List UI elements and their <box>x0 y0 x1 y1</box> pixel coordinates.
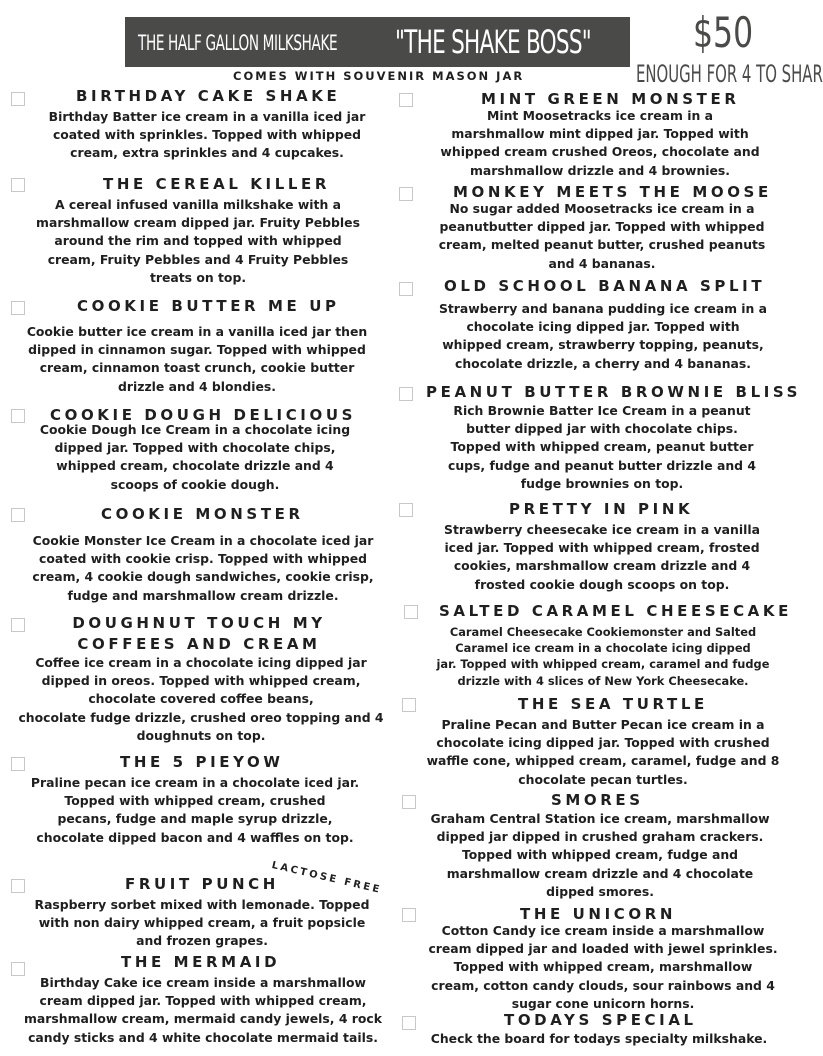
item-desc-mint-green-monster: Mint Moosetracks ice cream in a marshmallow mint dipped jar. Topped with whipped cream crushed Oreos, chocolate and marshmallow drizzle and 4 brownies. <box>440 108 760 178</box>
item-desc-sea-turtle: Praline Pecan and Butter Pecan ice cream in a chocolate icing dipped jar. Topped with crushed waffle cone, whipped cream, caramel, fudge and 8 chocolate pecan turtles. <box>426 717 780 787</box>
item-desc-cookie-butter: Cookie butter ice cream in a vanilla iced jar then dipped in cinnamon sugar. Topped with whipped cream, cinnamon toast crunch, cookie butter drizzle and 4 blondies. <box>26 324 368 394</box>
item-desc-pretty-in-pink: Strawberry cheesecake ice cream in a vanilla iced jar. Topped with whipped cream, frosted cookies, marshmallow cream drizzle and 4 frosted cookie dough scoops on top. <box>444 522 760 592</box>
checkbox-mint-green-monster[interactable] <box>399 93 413 107</box>
item-title-5-pieyow: THE 5 PIEYOW <box>120 753 284 771</box>
item-desc-monkey-moose: No sugar added Moosetracks ice cream in a peanutbutter dipped jar. Topped with whipped cream, melted peanut butter, crushed peanuts and 4 bananas. <box>438 201 766 271</box>
item-desc-5-pieyow: Praline pecan ice cream in a chocolate iced jar. Topped with whipped cream, crushed pecans, fudge and maple syrup drizzle, chocolate dipped bacon and 4 waffles on top. <box>30 775 360 845</box>
item-title-todays-special: TODAYS SPECIAL <box>504 1011 697 1029</box>
checkbox-salted-caramel[interactable] <box>404 605 418 619</box>
item-desc-cookie-monster: Cookie Monster Ice Cream in a chocolate iced jar coated with cookie crisp. Topped with whipped cream, 4 cookie dough sandwiches, cookie crisp, fudge and marshmallow cream drizzle. <box>32 533 374 603</box>
item-title-monkey-moose: MONKEY MEETS THE MOOSE <box>453 183 772 201</box>
item-desc-banana-split: Strawberry and banana pudding ice cream in a chocolate icing dipped jar. Topped with whipped cream, strawberry topping, peanuts, chocolate drizzle, a cherry and 4 bananas. <box>438 301 768 371</box>
checkbox-brownie-bliss[interactable] <box>399 387 413 401</box>
checkbox-doughnut-touch[interactable] <box>11 618 25 632</box>
item-title-smores: SMORES <box>551 791 644 809</box>
checkbox-todays-special[interactable] <box>402 1016 416 1030</box>
checkbox-birthday-cake[interactable] <box>11 92 25 106</box>
checkbox-monkey-moose[interactable] <box>399 187 413 201</box>
item-desc-unicorn: Cotton Candy ice cream inside a marshmallow cream dipped jar and loaded with jewel sprinkles. Topped with whipped cream, marshmallow cream, cotton candy clouds, sour rainbows and 4 sugar cone unicorn horns. <box>428 923 778 1011</box>
item-title-mint-green-monster: MINT GREEN MONSTER <box>481 90 740 108</box>
item-desc-smores: Graham Central Station ice cream, marshmallow dipped jar dipped in crushed graham crackers. Topped with whipped cream, fudge and marshmallow cream drizzle and 4 chocolate dipped smores. <box>430 811 770 899</box>
item-title-doughnut-touch: DOUGHNUT TOUCH MY COFFEES AND CREAM <box>72 614 326 653</box>
souvenir-note: COMES WITH SOUVENIR MASON JAR <box>233 69 525 83</box>
item-desc-brownie-bliss: Rich Brownie Batter Ice Cream in a peanut butter dipped jar with chocolate chips. Topped with whipped cream, peanut butter cups, fudge and peanut butter drizzle and 4 fudge brownies on top. <box>448 403 756 491</box>
item-title-banana-split: OLD SCHOOL BANANA SPLIT <box>444 277 766 295</box>
item-desc-cookie-dough: Cookie Dough Ice Cream in a chocolate icing dipped jar. Topped with chocolate chips, whipped cream, chocolate drizzle and 4 scoops of cookie dough. <box>39 422 351 492</box>
header-banner <box>125 17 630 67</box>
item-title-mermaid: THE MERMAID <box>121 953 281 971</box>
item-desc-fruit-punch: Raspberry sorbet mixed with lemonade. Topped with non dairy whipped cream, a fruit popsicle and frozen grapes. <box>34 897 370 949</box>
item-desc-salted-caramel: Caramel Cheesecake Cookiemonster and Salted Caramel ice cream in a chocolate icing dipped jar. Topped with whipped cream, caramel and fudge drizzle with 4 slices of New York Cheesecake. <box>436 625 770 688</box>
item-title-brownie-bliss: PEANUT BUTTER BROWNIE BLISS <box>426 383 802 401</box>
banner-left-title: THE HALF GALLON MILKSHAKE <box>138 31 338 55</box>
checkbox-cookie-butter[interactable] <box>11 301 25 315</box>
checkbox-cookie-monster[interactable] <box>11 508 25 522</box>
checkbox-cereal-killer[interactable] <box>11 178 25 192</box>
item-title-pretty-in-pink: PRETTY IN PINK <box>509 500 694 518</box>
item-title-cereal-killer: THE CEREAL KILLER <box>103 175 331 193</box>
checkbox-sea-turtle[interactable] <box>402 698 416 712</box>
checkbox-pretty-in-pink[interactable] <box>399 503 413 517</box>
checkbox-smores[interactable] <box>402 795 416 809</box>
lactose-free-tag: LACTOSE FREE <box>270 860 383 897</box>
banner-right-title: "THE SHAKE BOSS" <box>395 23 591 61</box>
item-desc-birthday-cake: Birthday Batter ice cream in a vanilla iced jar coated with sprinkles. Topped with whipped cream, extra sprinkles and 4 cupcakes. <box>48 109 366 161</box>
item-desc-mermaid: Birthday Cake ice cream inside a marshmallow cream dipped jar. Topped with whipped cream, marshmallow cream, mermaid candy jewels, 4 rock candy sticks and 4 white chocolate mermaid tails. <box>24 975 382 1045</box>
item-desc-doughnut-touch: Coffee ice cream in a chocolate icing dipped jar dipped in oreos. Topped with whipped cream, chocolate covered coffee beans, chocolate fudge drizzle, crushed oreo topping and 4 doughnuts on top. <box>18 655 384 743</box>
item-title-unicorn: THE UNICORN <box>520 905 677 923</box>
item-title-salted-caramel: SALTED CARAMEL CHEESECAKE <box>439 602 792 620</box>
item-title-cookie-monster: COOKIE MONSTER <box>101 505 304 523</box>
item-desc-todays-special: Check the board for todays specialty milkshake. <box>430 1031 768 1046</box>
item-title-cookie-dough: COOKIE DOUGH DELICIOUS <box>50 406 357 424</box>
item-desc-cereal-killer: A cereal infused vanilla milkshake with a marshmallow cream dipped jar. Fruity Pebbles around the rim and topped with whipped cream, Fruity Pebbles and 4 Fruity Pebbles treats on top. <box>36 197 360 285</box>
checkbox-unicorn[interactable] <box>402 908 416 922</box>
item-title-birthday-cake: BIRTHDAY CAKE SHAKE <box>76 87 341 105</box>
item-title-cookie-butter: COOKIE BUTTER ME UP <box>77 297 340 315</box>
checkbox-banana-split[interactable] <box>399 282 413 296</box>
price: $50 <box>693 8 754 57</box>
checkbox-5-pieyow[interactable] <box>11 757 25 771</box>
item-title-sea-turtle: THE SEA TURTLE <box>518 695 708 713</box>
item-title-fruit-punch: FRUIT PUNCH <box>125 875 279 893</box>
checkbox-fruit-punch[interactable] <box>11 879 25 893</box>
serving-note: ENOUGH FOR 4 TO SHAR <box>636 60 823 88</box>
